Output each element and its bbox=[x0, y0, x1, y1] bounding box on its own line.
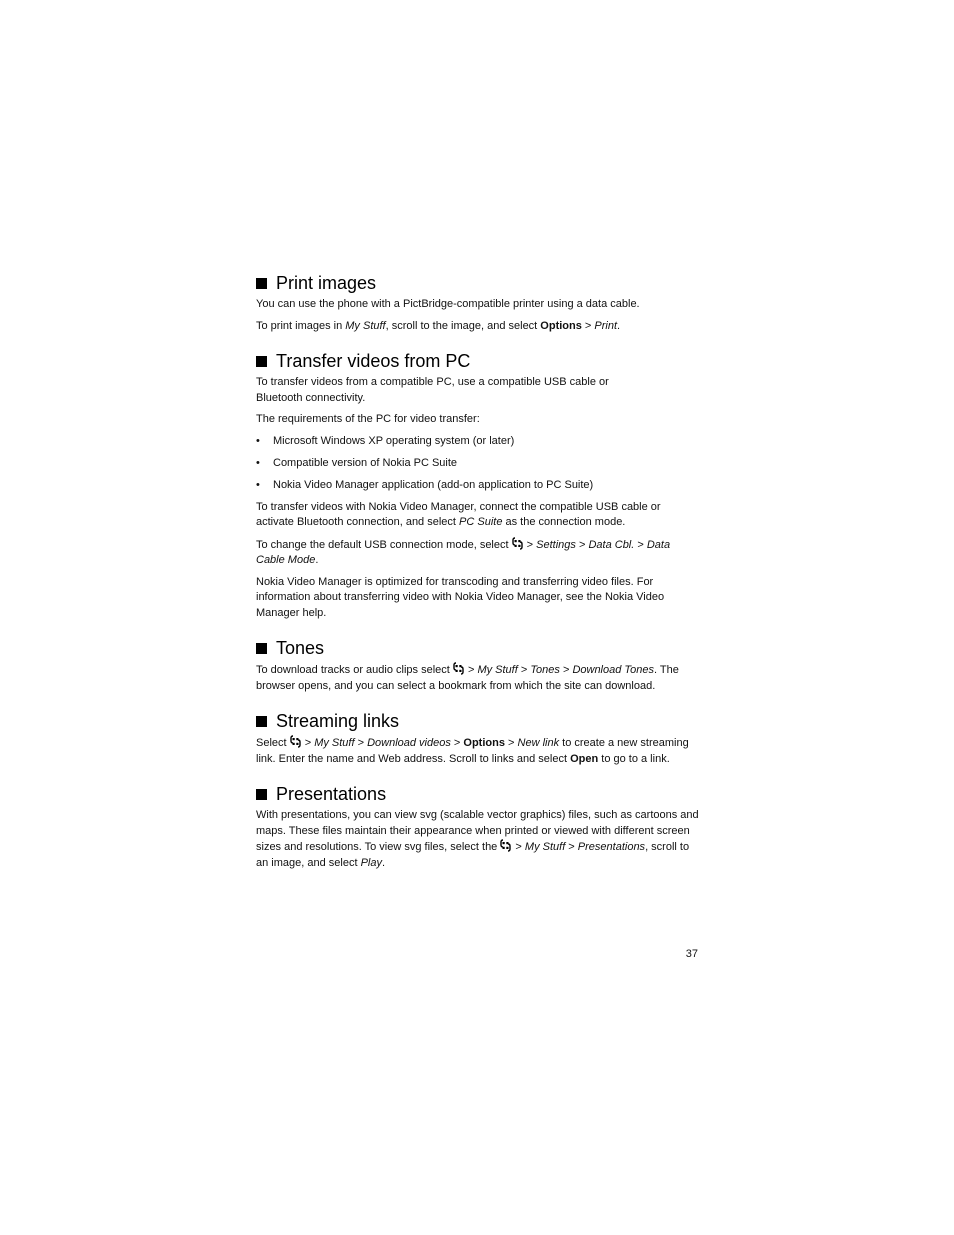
heading-print-images bbox=[256, 272, 700, 294]
section-streaming-links bbox=[256, 710, 700, 767]
heading-text: Transfer videos from PC bbox=[276, 351, 471, 371]
section-tones bbox=[256, 637, 700, 694]
square-bullet-icon bbox=[256, 643, 267, 654]
section-transfer-videos bbox=[256, 350, 700, 621]
paragraph: You can use the phone with a PictBridge-compatible printer using a data cable. bbox=[256, 298, 640, 310]
menu-path-item: My Stuff bbox=[477, 664, 518, 676]
paragraph bbox=[256, 537, 700, 569]
paragraph bbox=[256, 375, 700, 406]
separator: > bbox=[450, 737, 464, 749]
paragraph bbox=[256, 735, 700, 767]
heading-streaming-links bbox=[256, 710, 700, 732]
bullet: • bbox=[256, 478, 260, 491]
separator: > bbox=[634, 538, 647, 551]
separator: > bbox=[523, 538, 537, 551]
text-run: as the connection mode. bbox=[502, 516, 626, 528]
separator: > bbox=[581, 319, 595, 332]
heading-text: Print images bbox=[276, 273, 377, 293]
page-content bbox=[256, 272, 700, 877]
menu-key-icon bbox=[500, 839, 511, 852]
softkey-label: Options bbox=[540, 319, 582, 332]
paragraph bbox=[256, 662, 700, 694]
heading-text: Presentations bbox=[276, 784, 387, 804]
square-bullet-icon bbox=[256, 716, 267, 727]
heading-tones bbox=[256, 637, 700, 659]
text-run: . The browser opens, and you can select a bookmark from which the site can download. bbox=[256, 664, 679, 692]
softkey-label: Open bbox=[570, 752, 599, 765]
menu-path-item: Tones bbox=[530, 664, 560, 676]
square-bullet-icon bbox=[256, 789, 267, 800]
text-run: With presentations, you can view svg (scalable vector graphics) files, such as cartoons and maps. These files maintain their appearance when printed or viewed with different screen sizes and resolutions. To view svg files, select the bbox=[256, 809, 699, 853]
list-item-text: Compatible version of Nokia PC Suite bbox=[273, 456, 458, 469]
menu-path-item: Play bbox=[360, 856, 382, 869]
menu-path-item: Download videos bbox=[367, 737, 451, 749]
separator: > bbox=[575, 538, 589, 551]
requirements-list bbox=[256, 434, 700, 494]
text-run: , scroll to the image, and select bbox=[385, 319, 541, 332]
list-item bbox=[256, 478, 700, 494]
separator: > bbox=[464, 664, 478, 676]
heading-text: Tones bbox=[276, 638, 325, 658]
paragraph bbox=[256, 808, 700, 871]
square-bullet-icon bbox=[256, 356, 267, 367]
heading-presentations bbox=[256, 783, 700, 805]
text-run: . bbox=[381, 856, 386, 869]
section-print-images bbox=[256, 272, 700, 334]
menu-path-item: Data bbox=[646, 538, 671, 551]
separator: > bbox=[565, 841, 578, 853]
separator: > bbox=[354, 737, 368, 749]
menu-path-item: Settings bbox=[536, 538, 576, 551]
paragraph: Nokia Video Manager is optimized for transcoding and transferring video files. For information about transferring video with Nokia Video Manager, see the Nokia Video Manager help. bbox=[256, 575, 665, 619]
menu-path-item: Print bbox=[594, 319, 618, 332]
text-run: . bbox=[617, 319, 621, 332]
square-bullet-icon bbox=[256, 278, 267, 289]
list-item-text: Microsoft Windows XP operating system (or later) bbox=[273, 434, 515, 447]
menu-path-item: My Stuff bbox=[314, 737, 355, 749]
menu-path-item: My Stuff bbox=[345, 319, 386, 332]
menu-path-item: Presentations bbox=[577, 841, 646, 853]
text-run: To print images in bbox=[256, 319, 346, 332]
menu-path-item: My Stuff bbox=[524, 841, 566, 853]
paragraph bbox=[256, 500, 700, 531]
menu-path-item: Data Cbl. bbox=[588, 538, 635, 551]
list-item bbox=[256, 434, 700, 450]
paragraph bbox=[256, 319, 700, 335]
heading-transfer-videos bbox=[256, 350, 700, 372]
list-item bbox=[256, 456, 700, 472]
menu-key-icon bbox=[453, 662, 464, 675]
heading-text: Streaming links bbox=[276, 711, 400, 731]
separator: > bbox=[504, 737, 518, 749]
separator: > bbox=[512, 841, 525, 853]
bullet: • bbox=[256, 434, 260, 447]
list-item-text: Nokia Video Manager application (add-on application to PC Suite) bbox=[273, 478, 594, 491]
page-number: 37 bbox=[685, 948, 698, 960]
separator: > bbox=[517, 664, 531, 676]
text-run: Select bbox=[256, 737, 290, 749]
text-run: , scroll to an image, and select bbox=[256, 841, 690, 869]
menu-path-item: Cable Mode bbox=[256, 554, 316, 566]
section-presentations bbox=[256, 783, 700, 871]
text-run: To transfer videos from a compatible PC, use a compatible USB cable or bbox=[256, 376, 609, 388]
text-run: To download tracks or audio clips select bbox=[256, 664, 453, 676]
bullet: • bbox=[256, 456, 260, 469]
menu-path-item: PC Suite bbox=[459, 516, 503, 528]
separator: > bbox=[559, 664, 573, 676]
text-run: To transfer videos with Nokia Video Manager, connect the compatible USB cable or activate Bluetooth connection, and select bbox=[256, 500, 661, 528]
menu-path-item: New link bbox=[517, 737, 560, 749]
softkey-label: Options bbox=[463, 737, 505, 749]
text-run: . bbox=[315, 554, 319, 566]
menu-key-icon bbox=[512, 537, 523, 550]
text-run: to create a new streaming link. Enter the name and Web address. Scroll to links and select bbox=[256, 737, 689, 765]
text-run: To change the default USB connection mode, select bbox=[256, 538, 512, 551]
text-run: Bluetooth connectivity. bbox=[256, 391, 366, 404]
menu-path-item: Download Tones bbox=[572, 664, 654, 676]
paragraph: The requirements of the PC for video transfer: bbox=[256, 413, 480, 425]
menu-key-icon bbox=[290, 735, 301, 748]
text-run: to go to a link. bbox=[598, 752, 670, 765]
separator: > bbox=[301, 737, 315, 749]
